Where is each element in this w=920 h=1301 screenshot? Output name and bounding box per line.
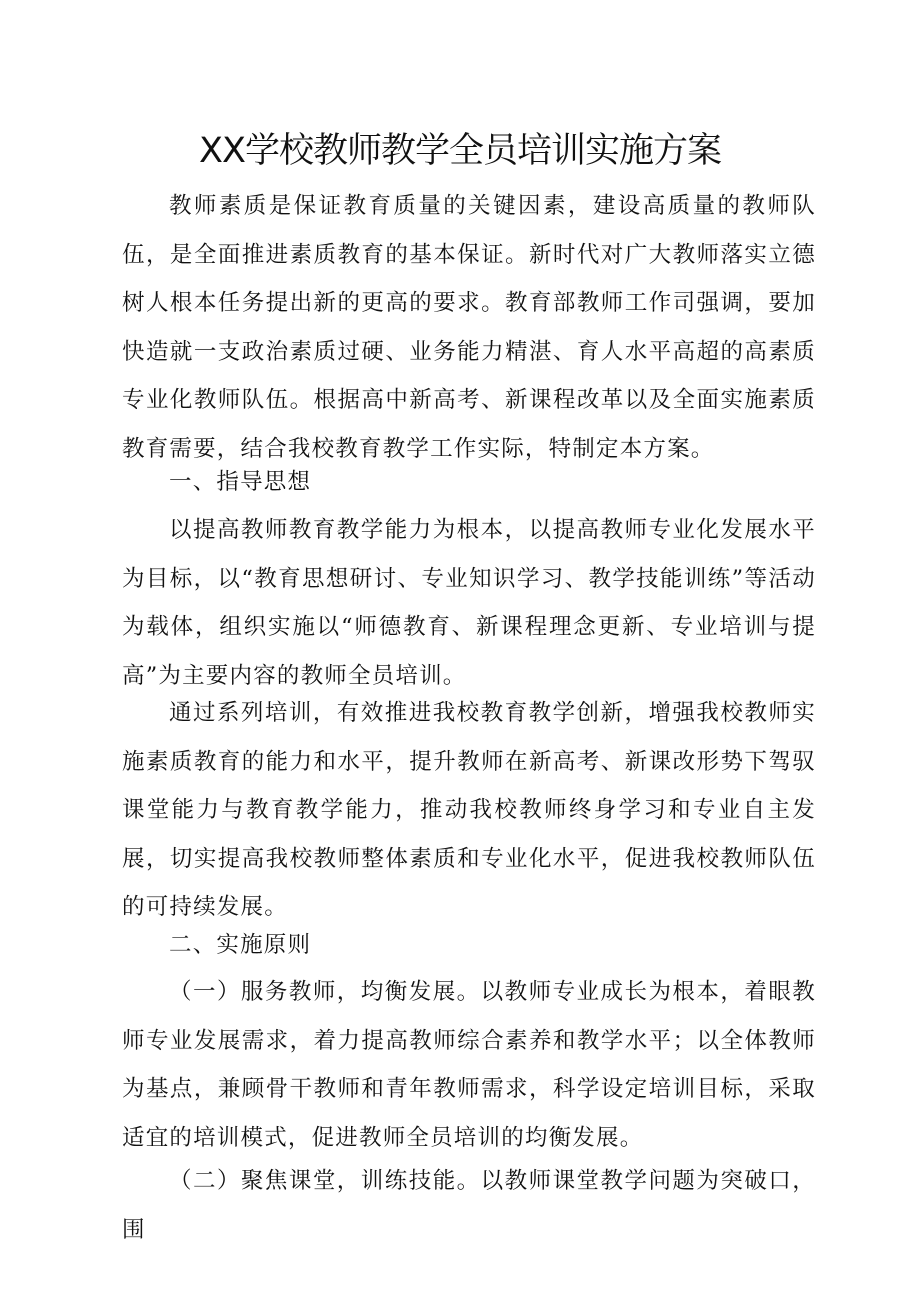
document-title: XX学校教师教学全员培训实施方案 [199, 131, 721, 171]
intro-paragraph: 教师素质是保证教育质量的关键因素，建设高质量的教师队伍，是全面推进素质教育的基本保证。新时代对广大教师落实立德树人根本任务提出新的更高的要求。教育部教师工作司强调，要加快造就一支政治素质过硬、业务能力精湛、育人水平高超的高素质专业化教师队伍。根据高中新高考、新课程改革以及全面实施素质教育需要，结合我校教育教学工作实际，特制定本方案。 [122, 193, 816, 462]
principle-1-paragraph: （一）服务教师，均衡发展。以教师专业成长为根本，着眼教师专业发展需求，着力提高教师综合素养和教学水平；以全体教师为基点，兼顾骨干教师和青年教师需求，科学设定培训目标，采取适宜的培训模式，促进教师全员培训的均衡发展。 [122, 979, 816, 1151]
section1-paragraph-2: 通过系列培训，有效推进我校教育教学创新，增强我校教师实施素质教育的能力和水平，提升教师在新高考、新课改形势下驾驭课堂能力与教育教学能力，推动我校教师终身学习和专业自主发展，切实提高我校教师整体素质和专业化水平，促进我校教师队伍的可持续发展。 [122, 700, 816, 920]
principle-2-paragraph: （二）聚焦课堂，训练技能。以教师课堂教学问题为突破口，围 [122, 1168, 816, 1243]
section1-heading: 一、指导思想 [169, 469, 312, 495]
section1-paragraph-1: 以提高教师教育教学能力为根本，以提高教师专业化发展水平为目标，以“教育思想研讨、专业知识学习、教学技能训练”等活动为载体，组织实施以“师德教育、新课程理念更新、专业培训与提高”为主要内容的教师全员培训。 [122, 517, 816, 689]
section2-heading: 二、实施原则 [169, 932, 312, 958]
